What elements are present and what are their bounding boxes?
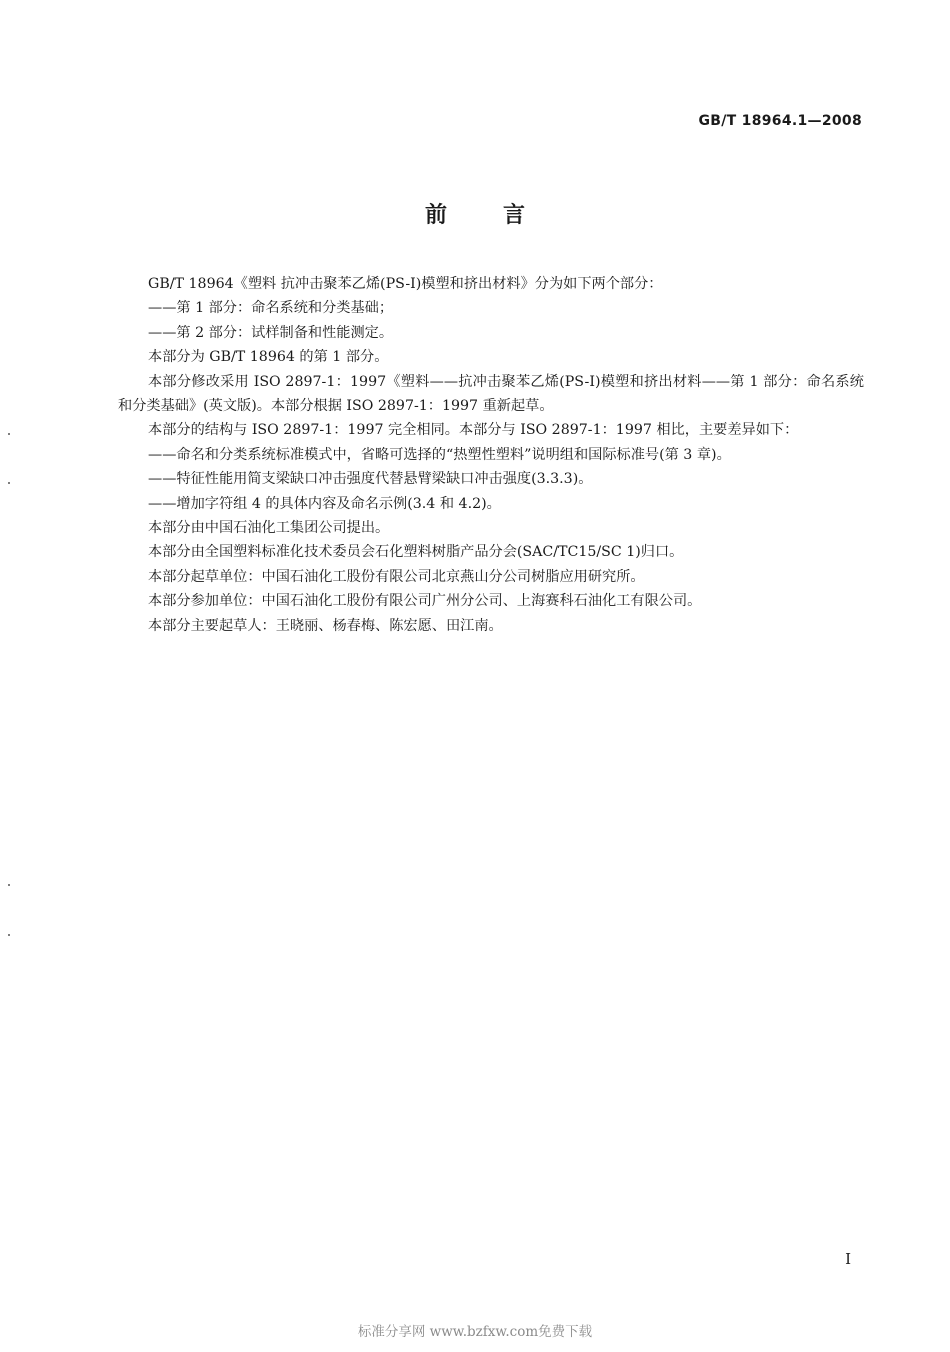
scan-artifact (8, 433, 10, 435)
paragraph-this-part: 本部分为 GB/T 18964 的第 1 部分。 (148, 349, 389, 366)
paragraph-structure: 本部分的结构与 ISO 2897-1：1997 完全相同。本部分与 ISO 2897-1：1997 相比，主要差异如下： (148, 422, 799, 439)
page-number: I (845, 1250, 851, 1268)
paragraph-difference-2: ——特征性能用简支梁缺口冲击强度代替悬臂梁缺口冲击强度(3.3.3)。 (148, 471, 593, 488)
paragraph-proposed-by: 本部分由中国石油化工集团公司提出。 (148, 520, 390, 537)
scan-artifact (8, 884, 10, 886)
paragraph-part-1: ——第 1 部分：命名系统和分类基础； (148, 300, 394, 317)
paragraph-drafting-unit: 本部分起草单位：中国石油化工股份有限公司北京燕山分公司树脂应用研究所。 (148, 568, 645, 585)
page-title: 前言 (424, 203, 581, 228)
paragraph-difference-3: ——增加字符组 4 的具体内容及命名示例(3.4 和 4.2)。 (148, 495, 501, 512)
standard-code: GB/T 18964.1—2008 (698, 113, 862, 129)
paragraph-part-2: ——第 2 部分：试样制备和性能测定。 (148, 324, 394, 341)
paragraph-iso-adoption: 本部分修改采用 ISO 2897-1：1997《塑料——抗冲击聚苯乙烯(PS-I)模塑和挤出材料——第 1 部分：命名系统和分类基础》(英文版)。本部分根据 ISO 2897-1：1997 重新起草。 (118, 373, 864, 415)
watermark-text: 标准分享网 www.bzfxw.com免费下载 (357, 1324, 593, 1340)
paragraph-parts-intro: GB/T 18964《塑料 抗冲击聚苯乙烯(PS-I)模塑和挤出材料》分为如下两个部分： (148, 276, 663, 292)
paragraph-main-drafters: 本部分主要起草人：王晓丽、杨春梅、陈宏愿、田江南。 (148, 617, 503, 634)
scan-artifact (8, 934, 10, 936)
paragraph-administered-by: 本部分由全国塑料标准化技术委员会石化塑料树脂产品分会(SAC/TC15/SC 1)归口。 (148, 544, 684, 561)
scan-artifact (8, 482, 10, 484)
foreword-body (118, 272, 864, 638)
paragraph-participating-units: 本部分参加单位：中国石油化工股份有限公司广州分公司、上海赛科石油化工有限公司。 (148, 593, 702, 610)
paragraph-difference-1: ——命名和分类系统标准模式中，省略可选择的“热塑性塑料”说明组和国际标准号(第 3 章)。 (148, 446, 731, 463)
